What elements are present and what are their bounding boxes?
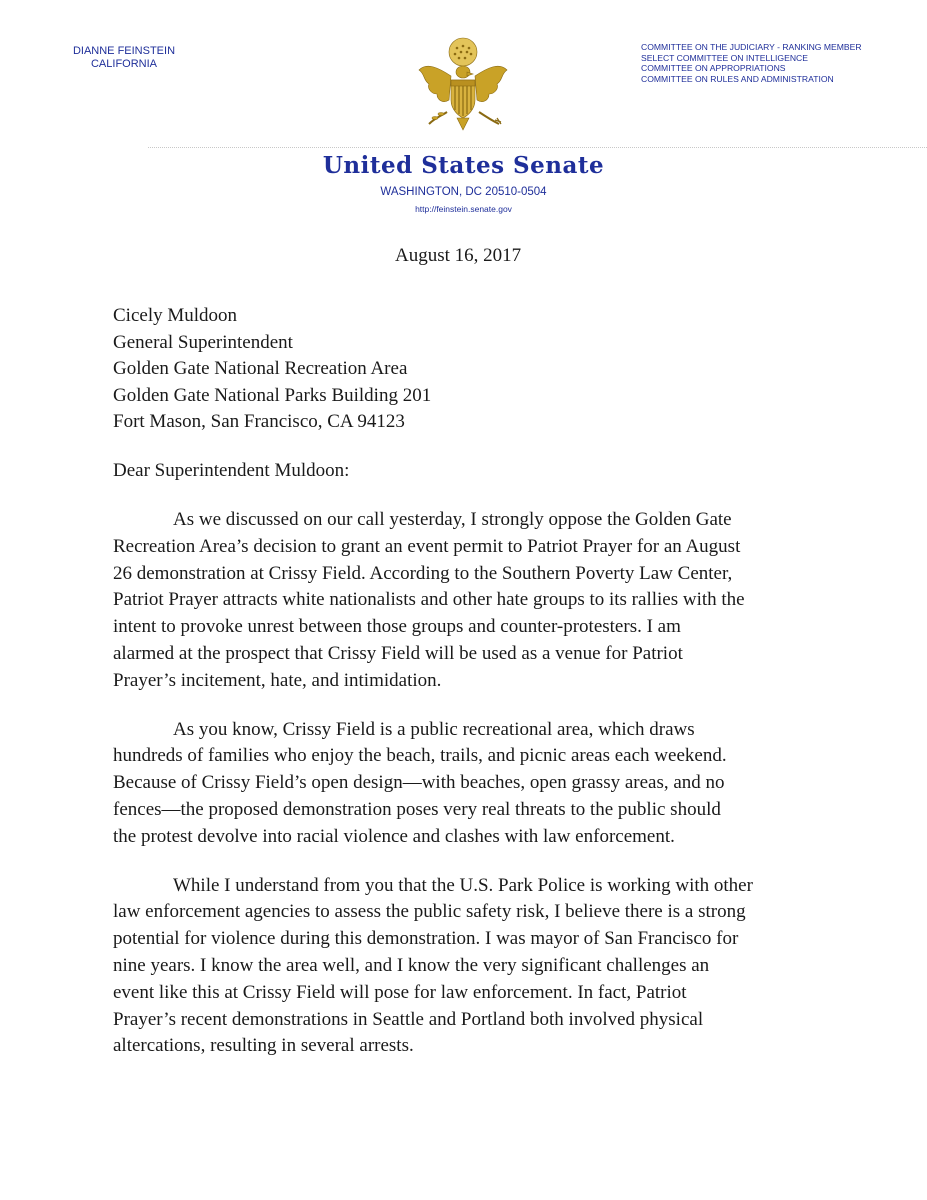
senate-seal-icon <box>411 34 515 138</box>
body-paragraph <box>113 507 825 695</box>
committee-item: COMMITTEE ON RULES AND ADMINISTRATION <box>641 73 834 84</box>
senate-title: United States Senate <box>322 152 605 179</box>
body-paragraph <box>113 873 825 1061</box>
senate-address: WASHINGTON, DC 20510-0504 <box>380 186 547 198</box>
paragraph-line: Prayer’s incitement, hate, and intimidation. <box>113 669 442 691</box>
senate-website: http://feinstein.senate.gov <box>415 204 512 214</box>
paragraph-line: alarmed at the prospect that Crissy Field will be used as a venue for Patriot <box>113 642 683 664</box>
letterhead-divider <box>148 147 927 148</box>
body-paragraph <box>113 717 825 851</box>
letter-date: August 16, 2017 <box>395 245 522 266</box>
recipient-line: Cicely Muldoon <box>113 305 238 326</box>
paragraph-line: As you know, Crissy Field is a public recreational area, which draws <box>173 718 695 740</box>
paragraph-line: 26 demonstration at Crissy Field. According to the Southern Poverty Law Center, <box>113 562 733 584</box>
recipient-address <box>113 303 431 436</box>
paragraph-line: As we discussed on our call yesterday, I strongly oppose the Golden Gate <box>173 509 732 530</box>
senator-name: DIANNE FEINSTEIN <box>72 45 176 57</box>
paragraph-line: Patriot Prayer attracts white nationalists and other hate groups to its rallies with the <box>113 589 745 611</box>
sender-block <box>54 45 194 71</box>
letter-body <box>113 507 825 1082</box>
paragraph-line: Prayer’s recent demonstrations in Seattle and Portland both involved physical <box>113 1008 704 1030</box>
paragraph-line: potential for violence during this demonstration. I was mayor of San Francisco for <box>113 928 739 950</box>
committee-item: COMMITTEE ON APPROPRIATIONS <box>641 63 786 74</box>
paragraph-line: nine years. I know the area well, and I know the very significant challenges an <box>113 954 710 976</box>
committee-item: COMMITTEE ON THE JUDICIARY - RANKING MEMBER <box>641 42 862 52</box>
recipient-line: Golden Gate National Parks Building 201 <box>113 384 432 406</box>
salutation: Dear Superintendent Muldoon: <box>113 460 350 481</box>
paragraph-line: law enforcement agencies to assess the public safety risk, I believe there is a strong <box>113 901 746 923</box>
paragraph-line: the protest devolve into racial violence and clashes with law enforcement. <box>113 825 675 847</box>
paragraph-line: altercations, resulting in several arrests. <box>113 1035 414 1057</box>
paragraph-line: hundreds of families who enjoy the beach, trails, and picnic areas each weekend. <box>113 745 727 767</box>
recipient-line: General Superintendent <box>113 331 293 353</box>
committee-item: SELECT COMMITTEE ON INTELLIGENCE <box>641 52 808 63</box>
paragraph-line: Because of Crissy Field’s open design—with beaches, open grassy areas, and no <box>113 772 725 794</box>
committee-list <box>641 42 911 84</box>
paragraph-line: Recreation Area’s decision to grant an event permit to Patriot Prayer for an August <box>113 535 741 557</box>
paragraph-line: intent to provoke unrest between those groups and counter-protesters. I am <box>113 616 681 638</box>
recipient-line: Fort Mason, San Francisco, CA 94123 <box>113 411 405 432</box>
senator-state: CALIFORNIA <box>90 58 157 70</box>
paragraph-line: While I understand from you that the U.S. Park Police is working with other <box>173 874 753 896</box>
paragraph-line: event like this at Crissy Field will pose for law enforcement. In fact, Patriot <box>113 981 687 1003</box>
paragraph-line: fences—the proposed demonstration poses very real threats to the public should <box>113 798 721 820</box>
recipient-line: Golden Gate National Recreation Area <box>113 358 408 379</box>
